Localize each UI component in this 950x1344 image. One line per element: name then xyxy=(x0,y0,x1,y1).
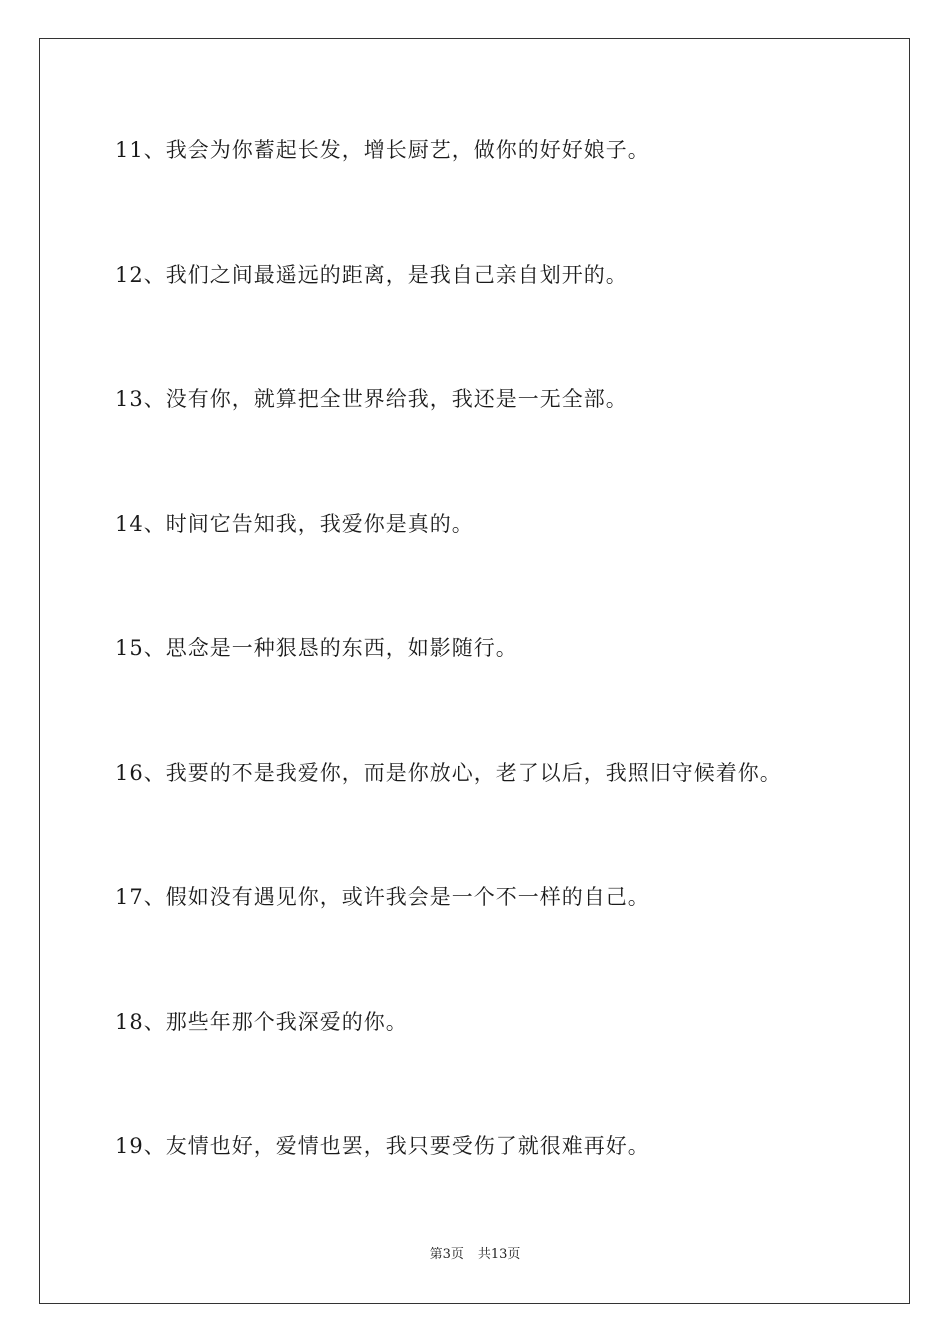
list-item-17: 17、假如没有遇见你，或许我会是一个不一样的自己。 xyxy=(115,885,650,909)
list-item-14: 14、时间它告知我，我爱你是真的。 xyxy=(115,512,474,536)
list-item-11: 11、我会为你蓄起长发，增长厨艺，做你的好好娘子。 xyxy=(115,138,650,162)
list-item-15: 15、思念是一种狠恳的东西，如影随行。 xyxy=(115,636,518,660)
page-total: 共13页 xyxy=(477,1247,521,1262)
list-item-16: 16、我要的不是我爱你，而是你放心，老了以后，我照旧守候着你。 xyxy=(115,761,782,785)
page-number: 第3页 xyxy=(429,1247,464,1262)
list-item-18: 18、那些年那个我深爱的你。 xyxy=(115,1010,408,1034)
list-item-19: 19、友情也好，爱情也罢，我只要受伤了就很难再好。 xyxy=(115,1134,650,1158)
list-item-13: 13、没有你，就算把全世界给我，我还是一无全部。 xyxy=(115,387,628,411)
list-item-12: 12、我们之间最遥远的距离，是我自己亲自划开的。 xyxy=(115,263,628,287)
page-footer xyxy=(0,1246,950,1264)
page-border xyxy=(39,38,910,1304)
